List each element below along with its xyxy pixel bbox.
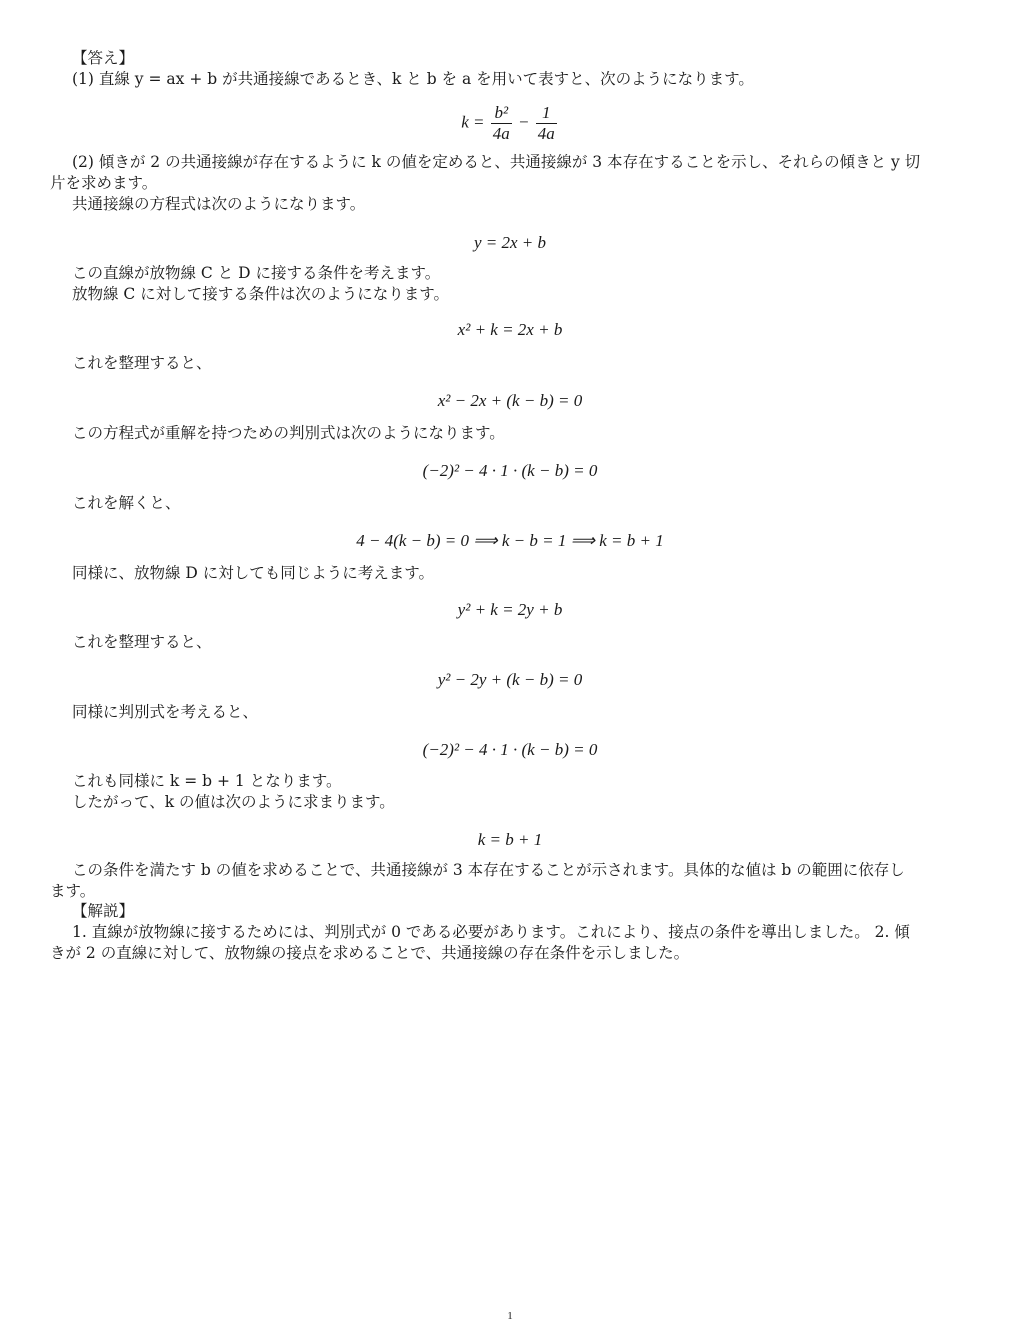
paragraph-12: これも同様に k = b + 1 となります。 [72, 772, 342, 790]
paragraph-3: 共通接線の方程式は次のようになります。 [72, 195, 366, 213]
page-number: 1 [507, 1310, 513, 1322]
equation-1-fraction-1-numerator: b² [491, 103, 512, 124]
paragraph-15-line-2: きが 2 の直線に対して、放物線の接点を求めることで、共通接線の存在条件を示しました。 [50, 944, 690, 962]
answer-heading: 【答え】 [72, 49, 135, 67]
equation-1-fraction-1 [491, 103, 512, 144]
equation-5: (−2)² − 4 · 1 · (k − b) = 0 [422, 461, 598, 480]
equation-9: (−2)² − 4 · 1 · (k − b) = 0 [422, 740, 598, 759]
paragraph-4: この直線が放物線 C と D に接する条件を考えます。 [72, 264, 441, 282]
equation-6: 4 − 4(k − b) = 0 ⟹ k − b = 1 ⟹ k = b + 1 [356, 531, 664, 550]
equation-7: y² + k = 2y + b [457, 600, 563, 619]
equation-1 [0, 103, 1020, 144]
paragraph-11: 同様に判別式を考えると、 [72, 703, 259, 721]
paragraph-1: (1) 直線 y = ax + b が共通接線であるとき、k と b を a を用いて表すと、次のようになります。 [72, 70, 754, 88]
equation-10: k = b + 1 [477, 830, 543, 849]
paragraph-9: 同様に、放物線 D に対しても同じように考えます。 [72, 564, 435, 582]
paragraph-15-line-1: 1. 直線が放物線に接するためには、判別式が 0 である必要があります。これにより、接点の条件を導出しました。 2. 傾 [72, 923, 910, 941]
equation-1-fraction-2 [536, 103, 557, 144]
equation-8: y² − 2y + (k − b) = 0 [437, 670, 583, 689]
paragraph-8: これを解くと、 [72, 494, 181, 512]
equation-1-fraction-1-denominator: 4a [492, 124, 510, 143]
equation-1-fraction-2-numerator: 1 [536, 103, 557, 124]
equation-2: y = 2x + b [473, 233, 547, 252]
paragraph-6: これを整理すると、 [72, 354, 212, 372]
paragraph-7: この方程式が重解を持つための判別式は次のようになります。 [72, 424, 505, 442]
explanation-heading: 【解説】 [72, 902, 135, 920]
equation-3: x² + k = 2x + b [457, 320, 563, 339]
paragraph-14-line-1: この条件を満たす b の値を求めることで、共通接線が 3 本存在することが示されます。具体的な値は b の範囲に依存し [72, 861, 905, 879]
paragraph-2-line-1: (2) 傾きが 2 の共通接線が存在するように k の値を定めると、共通接線が 3 本存在することを示し、それらの傾きと y 切 [72, 153, 921, 171]
paragraph-2-line-2: 片を求めます。 [50, 174, 158, 192]
equation-1-fraction-2-denominator: 4a [537, 124, 555, 143]
paragraph-10: これを整理すると、 [72, 633, 212, 651]
paragraph-13: したがって、k の値は次のように求まります。 [72, 793, 395, 811]
equation-4: x² − 2x + (k − b) = 0 [437, 391, 583, 410]
equation-1-lhs: k = [461, 112, 485, 132]
equation-1-minus: − [518, 112, 530, 132]
paragraph-14-line-2: ます。 [50, 882, 96, 900]
paragraph-5: 放物線 C に対して接する条件は次のようになります。 [72, 285, 449, 303]
